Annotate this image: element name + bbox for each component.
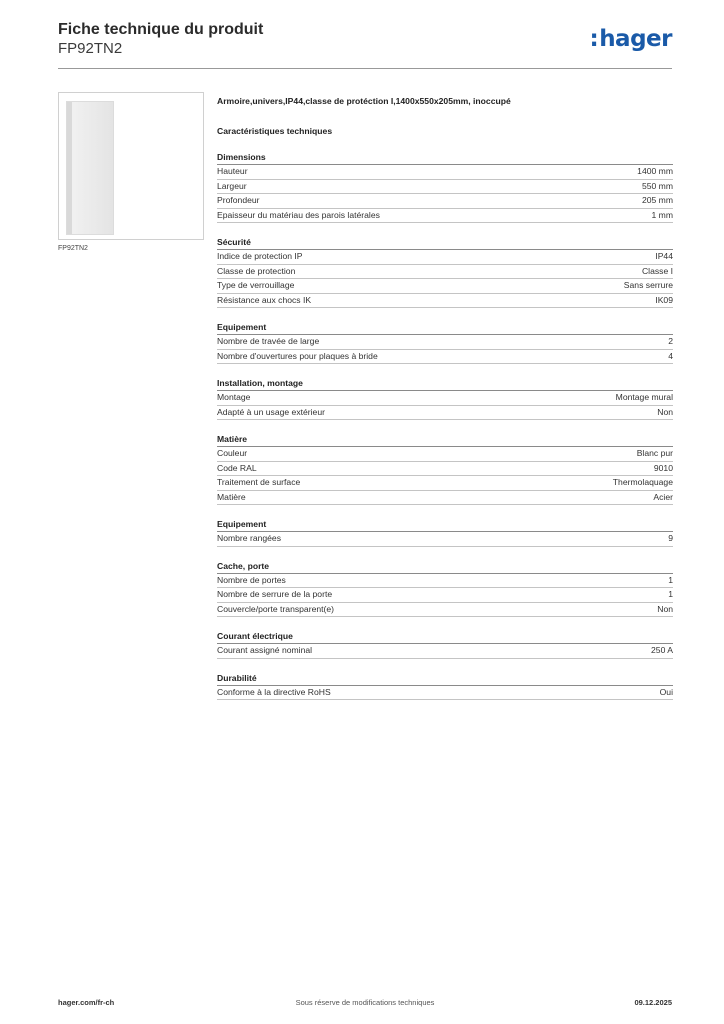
spec-value: IK09 [655,294,673,305]
spec-row [217,588,673,603]
spec-value: 1 [668,574,673,585]
spec-label: Code RAL [217,462,257,473]
product-description: Armoire,univers,IP44,classe de protéction I,1400x550x205mm, inoccupé [217,96,511,106]
footer-date: 09.12.2025 [634,998,672,1007]
technical-characteristics-heading: Caractéristiques techniques [217,126,333,136]
section-title: Courant électrique [217,631,673,644]
spec-value: 9010 [653,462,673,473]
spec-row [217,686,673,701]
spec-section [217,322,673,364]
spec-section [217,673,673,701]
spec-label: Profondeur [217,195,260,205]
spec-row [217,391,673,406]
spec-value: 1 [668,589,673,599]
spec-label: Adapté à un usage extérieur [217,406,325,417]
spec-label: Matière [217,491,246,502]
spec-value: Non [657,406,673,417]
footer-disclaimer: Sous réserve de modifications techniques [295,998,435,1007]
spec-value: 2 [668,336,673,346]
spec-value: 9 [668,533,673,543]
spec-label: Type de verrouillage [217,280,295,290]
spec-value: 205 mm [641,195,673,205]
spec-row [217,279,673,294]
spec-row [217,462,673,477]
spec-label: Largeur [217,180,247,191]
main-content [217,96,673,700]
page-header [58,20,672,58]
spec-label: Epaisseur du matériau des parois latérales [217,209,380,220]
spec-row [217,406,673,421]
spec-value: Thermolaquage [612,477,673,487]
spec-value: Montage mural [615,392,673,402]
spec-label: Couleur [217,448,248,458]
section-title: Dimensions [217,152,673,165]
spec-row [217,265,673,280]
spec-label: Nombre de serrure de la porte [217,589,333,599]
spec-value: Classe I [641,265,673,276]
spec-section [217,631,673,659]
spec-row [217,294,673,309]
header-divider [58,68,672,69]
spec-label: Courant assigné nominal [217,645,313,655]
spec-row [217,447,673,462]
section-title: Matière [217,434,673,447]
spec-value: 1 mm [651,209,673,220]
spec-value: IP44 [655,251,673,261]
spec-label: Couvercle/porte transparent(e) [217,603,335,614]
image-caption: FP92TN2 [58,245,88,252]
spec-row [217,209,673,224]
spec-value: 550 mm [641,180,673,191]
spec-section [217,378,673,420]
spec-row [217,350,673,365]
spec-row [217,165,673,180]
spec-sections [217,152,673,700]
spec-row [217,335,673,350]
spec-row [217,644,673,659]
spec-label: Indice de protection IP [217,251,303,261]
section-title: Sécurité [217,237,673,250]
spec-label: Montage [217,392,251,402]
spec-label: Nombre d'ouvertures pour plaques à bride [217,350,378,361]
spec-label: Classe de protection [217,265,296,276]
spec-section [217,237,673,308]
section-title: Cache, porte [217,561,673,574]
logo-text: hager [599,26,672,52]
section-title: Durabilité [217,673,673,686]
spec-value: Sans serrure [623,280,673,290]
spec-value: Oui [659,686,673,697]
spec-section [217,561,673,618]
document-title: Fiche technique du produit [58,21,264,38]
spec-value: Blanc pur [636,448,673,458]
footer-website: hager.com/fr-ch [58,998,115,1007]
product-image [58,92,204,240]
spec-label: Nombre de travée de large [217,336,320,346]
spec-row [217,194,673,209]
spec-value: Non [657,603,673,614]
spec-label: Traitement de surface [217,477,301,487]
cabinet-illustration [66,101,114,235]
hager-logo: :hager [589,26,672,52]
spec-label: Nombre de portes [217,574,286,585]
spec-label: Conforme à la directive RoHS [217,686,331,697]
spec-row [217,532,673,547]
spec-value: 1400 mm [637,166,673,176]
product-reference: FP92TN2 [58,40,123,57]
section-title: Installation, montage [217,378,673,391]
spec-row [217,603,673,618]
spec-row [217,180,673,195]
spec-section [217,519,673,547]
spec-section [217,152,673,223]
section-title: Equipement [217,519,673,532]
spec-label: Hauteur [217,166,248,176]
spec-label: Résistance aux chocs IK [217,294,312,305]
spec-value: 250 A [651,645,673,655]
spec-row [217,574,673,589]
section-title: Equipement [217,322,673,335]
spec-label: Nombre rangées [217,533,282,543]
spec-row [217,491,673,506]
spec-row [217,476,673,491]
spec-value: Acier [653,491,673,502]
spec-value: 4 [668,350,673,361]
spec-row [217,250,673,265]
cabinet-side-shading [67,102,72,234]
spec-section [217,434,673,505]
